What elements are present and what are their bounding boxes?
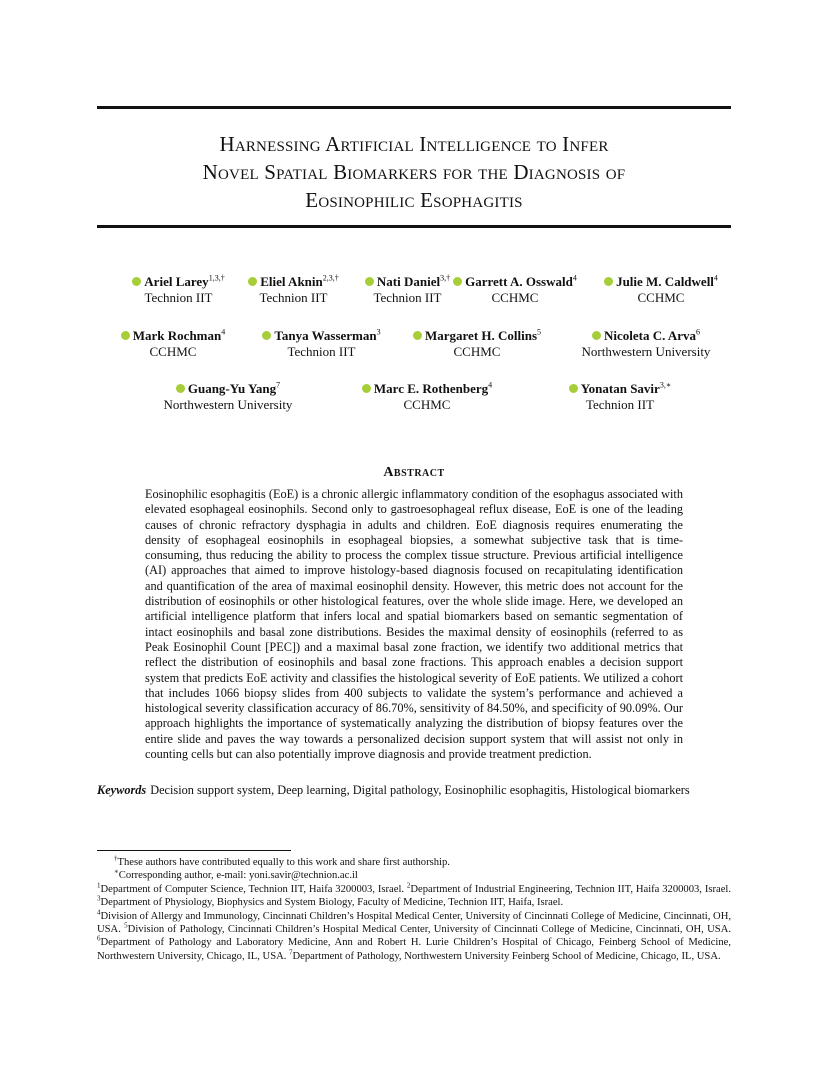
author-name: Mark Rochman xyxy=(132,328,222,343)
author-row xyxy=(97,328,731,364)
author-affiliation: Technion IIT xyxy=(259,290,328,305)
author-affiliation-marks: 3 xyxy=(376,327,381,337)
author-affiliation: Northwestern University xyxy=(581,344,711,359)
author xyxy=(571,328,721,359)
author-name: Tanya Wasserman xyxy=(274,328,377,343)
paper-title xyxy=(97,130,731,214)
affiliation-text: Division of Allergy and Immunology, Cincinnati Children’s Hospital Medical Center, University of Cincinnati College of Medicine, Cincinnati, OH, USA. xyxy=(97,910,731,936)
footnote-text: Corresponding author, e-mail: yoni.savir@technion.ac.il xyxy=(118,870,358,882)
affiliation-text: Division of Pathology, Cincinnati Children’s Hospital Medical Center, University of Cincinnati College of Medicine, Cincinnati, OH, USA. xyxy=(127,924,731,936)
author-name: Marc E. Rothenberg xyxy=(373,381,489,396)
affiliation-text: Department of Industrial Engineering, Technion IIT, Haifa 3200003, Israel. xyxy=(410,883,731,895)
author-affiliation: CCHMC xyxy=(637,290,685,305)
affiliation-text: Department of Physiology, Biophysics and System Biology, Faculty of Medicine, Technion IIT, Haifa, Israel. xyxy=(100,897,564,909)
orcid-icon[interactable] xyxy=(592,331,601,340)
keywords-text: Decision support system, Deep learning, Digital pathology, Eosinophilic esophagitis, Histological biomarkers xyxy=(150,783,690,797)
orcid-icon[interactable] xyxy=(569,384,578,393)
affiliation-number: 3 xyxy=(97,894,101,903)
affiliation-text: Department of Pathology, Northwestern University Feinberg School of Medicine, Chicago, IL, USA. xyxy=(292,950,721,962)
orcid-icon[interactable] xyxy=(453,277,462,286)
title-line-2: Novel Spatial Biomarkers for the Diagnosis of xyxy=(202,160,626,184)
author-affiliation-marks: 3,∗ xyxy=(659,380,672,390)
footnote-mark: † xyxy=(114,854,118,863)
author xyxy=(550,381,690,412)
author-name: Guang-Yu Yang xyxy=(187,381,277,396)
affiliation-text: Department of Pathology and Laboratory Medicine, Ann and Robert H. Lurie Children’s Hospital of Chicago, Feinberg School of Medicine, Northwestern University, Chicago, IL, USA. xyxy=(97,937,731,962)
title-line-3: Eosinophilic Esophagitis xyxy=(305,188,523,212)
author-affiliation-marks: 5 xyxy=(537,327,542,337)
orcid-icon[interactable] xyxy=(262,331,271,340)
author xyxy=(445,274,585,305)
author-affiliation: CCHMC xyxy=(403,397,451,412)
author-affiliation: Technion IIT xyxy=(287,344,356,359)
orcid-icon[interactable] xyxy=(121,331,130,340)
author-affiliation-marks: 6 xyxy=(696,327,701,337)
orcid-icon[interactable] xyxy=(365,277,374,286)
affiliation-number: 1 xyxy=(97,881,101,890)
author-name: Nicoleta C. Arva xyxy=(603,328,697,343)
footnote-mark: ∗ xyxy=(114,867,119,876)
keywords-label: Keywords xyxy=(97,783,147,797)
keywords xyxy=(97,783,731,798)
footnotes xyxy=(97,856,731,963)
author-affiliation: Technion IIT xyxy=(373,290,442,305)
author-affiliation-marks: 4 xyxy=(713,273,718,283)
affiliation-number: 7 xyxy=(289,948,293,957)
title-rule-top xyxy=(97,106,731,109)
orcid-icon[interactable] xyxy=(132,277,141,286)
author-name: Margaret H. Collins xyxy=(424,328,538,343)
author-row xyxy=(97,381,731,417)
title-line-1: Harnessing Artificial Intelligence to Infer xyxy=(219,132,609,156)
author xyxy=(249,328,394,359)
orcid-icon[interactable] xyxy=(248,277,257,286)
author-name: Yonatan Savir xyxy=(580,381,660,396)
footnote-corresponding-author xyxy=(97,869,731,882)
author-affiliation-marks: 4 xyxy=(221,327,226,337)
footnote-affiliations xyxy=(97,883,731,963)
orcid-icon[interactable] xyxy=(176,384,185,393)
author-affiliation: CCHMC xyxy=(453,344,501,359)
affiliation-number: 2 xyxy=(406,881,411,890)
author-row xyxy=(97,274,731,310)
author xyxy=(153,381,303,412)
author-affiliation-marks: 4 xyxy=(572,273,577,283)
author xyxy=(591,274,731,305)
affiliation-text: Department of Computer Science, Technion IIT, Haifa 3200003, Israel. xyxy=(100,883,407,895)
author-affiliation-marks: 4 xyxy=(488,380,493,390)
affiliation-number: 4 xyxy=(97,908,101,917)
affiliation-number: 5 xyxy=(124,921,128,930)
author-name: Ariel Larey xyxy=(144,274,209,289)
footnote-equal-contribution xyxy=(97,856,731,869)
abstract-heading: Abstract xyxy=(383,465,445,480)
author-affiliation: Technion IIT xyxy=(585,397,655,412)
author-affiliation-marks: 2,3,† xyxy=(322,273,339,283)
author xyxy=(352,381,502,412)
author-name: Eliel Aknin xyxy=(260,274,323,289)
affiliation-number: 6 xyxy=(97,934,101,943)
author-name: Nati Daniel xyxy=(376,274,441,289)
footnote-text: These authors have contributed equally to this work and share first authorship. xyxy=(117,857,450,868)
author-affiliation: Northwestern University xyxy=(163,397,293,412)
author-affiliation: CCHMC xyxy=(491,290,539,305)
author-affiliation: CCHMC xyxy=(149,344,197,359)
author xyxy=(103,328,243,359)
orcid-icon[interactable] xyxy=(413,331,422,340)
author-name: Garrett A. Osswald xyxy=(465,274,573,289)
orcid-icon[interactable] xyxy=(362,384,371,393)
title-rule-bottom xyxy=(97,225,731,228)
author-affiliation-marks: 3,† xyxy=(440,273,451,283)
orcid-icon[interactable] xyxy=(604,277,613,286)
author xyxy=(402,328,552,359)
author-affiliation: Technion IIT xyxy=(144,290,213,305)
author-affiliation-marks: 1,3,† xyxy=(208,273,225,283)
author-affiliation-marks: 7 xyxy=(276,380,281,390)
author-name: Julie M. Caldwell xyxy=(616,274,714,289)
footnote-rule xyxy=(97,850,291,851)
abstract-text: Eosinophilic esophagitis (EoE) is a chronic allergic inflammatory condition of the esophagus associated with elevated esophageal eosinophils. Second only to gastroesophageal reflux disease, EoE is one of the leading causes of chronic refractory dysphagia in adults and children. EoE diagnosis requires enumerating the density of esophageal eosinophils in esophageal biopsies, a somewhat subjective task that is time-consuming, thus reducing the ability to process the complex tissue structure. Previous artificial intelligence (AI) approaches that aimed to improve histology-based diagnosis focused on recapitulating identification and quantification of the area of maximal eosinophil density. However, this metric does not account for the distribution of eosinophils or other histological features, over the whole slide image. Here, we developed an artificial intelligence platform that infers local and spatial biomarkers based on semantic segmentation of intact eosinophils and basal zone distributions. Besides the maximal density of eosinophils (referred to as Peak Eosinophil Count [PEC]) and a maximal basal zone fraction, we identify two additional metrics that reflect the distribution of eosinophils and basal zone fractions. This approach enables a decision support system that predicts EoE activity and classifies the histological severity of EoE patients. We utilized a cohort that includes 1066 biopsy slides from 400 subjects to validate the system’s performance and achieved a histological severity classification accuracy of 86.70%, sensitivity of 84.50%, and specificity of 90.09%. Our approach highlights the importance of systematically analyzing the distribution of biopsy features over the entire slide and paves the way towards a personalized decision support system that will assist not only in counting cells but can also potentially improve diagnosis and provide treatment prediction. xyxy=(145,487,683,762)
